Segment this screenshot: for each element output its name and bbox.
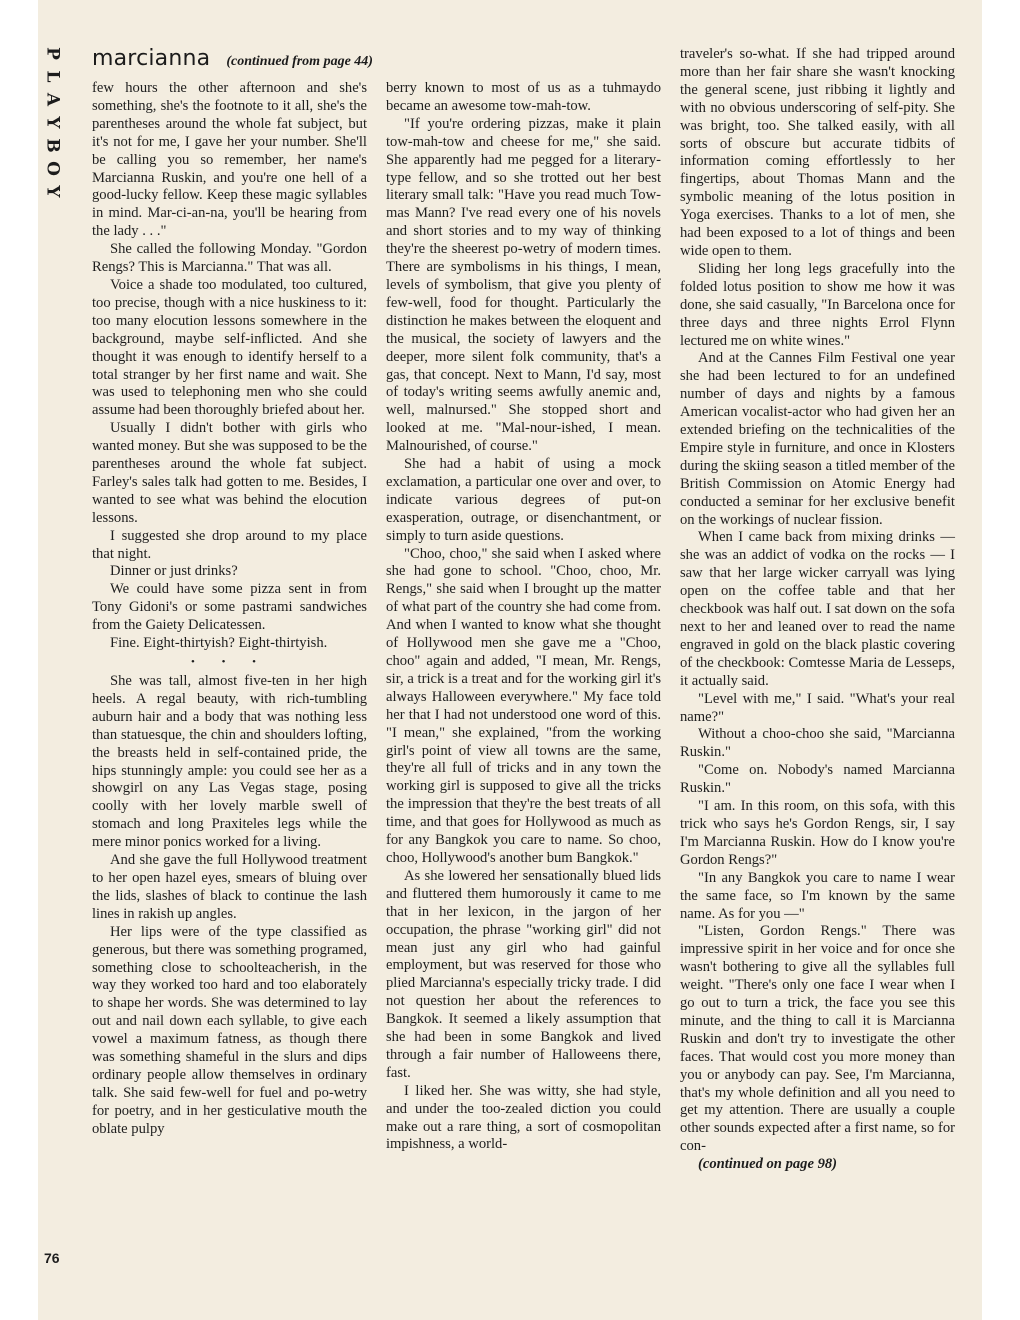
text-column-1 [92, 80, 367, 1139]
paragraph: When I came back from mixing drinks — she was an addict of vodka on the rocks — I saw that her large wicker carryall was lying open on the coffee table and that her checkbook was half out. I sat down on the sofa next to her and leaned over to read the name engraved in gold on the black plastic covering of the checkbook: Comtesse Maria de Lesseps, it actually said. [680, 529, 955, 689]
paragraph: "Come on. Nobody's named Marcianna Ruskin." [680, 762, 955, 797]
paragraph: few hours the other afternoon and she's something, she's the footnote to it all, she's the parentheses around the whole fat subject, but it's not for me, I gave her your number. She'll be calling you so remember, her name's Marcianna Ruskin, and you're one hell of a good-lucky fellow. Keep these magic syllables in mind. Mar-ci-an-na, you'll be hearing from the lady . . ." [92, 80, 367, 240]
article-kicker: marcianna [92, 46, 211, 71]
paragraph: "Listen, Gordon Rengs." There was impressive spirit in her voice and for once she wasn't bothering to give all the syllables full weight. "There's only one face I wear when I go out to turn a trick, the face you see this minute, and the thing to call it is Marcianna Ruskin and don't try to investigate the other faces. That would cost you more money than you or anybody can pay. See, I'm Marcianna, that's my whole definition and all you need to get my attention. There are usually a couple other sounds expected after a first name, so for con- [680, 923, 955, 1155]
masthead-letter: O [42, 161, 63, 176]
paragraph: Usually I didn't bother with girls who wanted money. But she was supposed to be the parentheses around the whole fat subject. Farley's sales talk had gotten to me. Besides, I wanted to see what was behind the elocution lessons. [92, 420, 367, 526]
paragraph: She called the following Monday. "Gordon Rengs? This is Marcianna." That was all. [92, 241, 367, 276]
magazine-masthead [40, 42, 64, 203]
paragraph: We could have some pizza sent in from Tony Gidoni's or some pastrami sandwiches from the Gaiety Delicatessen. [92, 581, 367, 634]
paragraph: "Level with me," I said. "What's your real name?" [680, 690, 955, 725]
paragraph: She was tall, almost five-ten in her high heels. A regal beauty, with rich-tumbling auburn hair and a body that was nothing less than statuesque, the chin and shoulders lofting, the breasts held in self-contained pride, the hips stunningly ample: you could see her as a showgirl on any Las Vegas stage, posing coolly with her lovely marble swell of stomach and long Praxiteles legs while the mere minor ponics worked for a living. [92, 673, 367, 851]
text-column-2 [386, 80, 661, 1154]
paragraph: Sliding her long legs gracefully into the folded lotus position to show me how it was done, she said casually, "In Barcelona once for three days and three nights Errol Flynn lectured me on white wines." [680, 260, 955, 349]
masthead-letter: A [42, 92, 63, 107]
paragraph: "I am. In this room, on this sofa, with this trick who says he's Gordon Rengs, sir, I say I'm Marcianna Ruskin. How do I know you're Gordon Rengs?" [680, 798, 955, 868]
article-header [92, 46, 373, 70]
paragraph: "Choo, choo," she said when I asked where she had gone to school. "Choo, choo, Mr. Rengs," she said when I brought up the matter of what part of the country she had come from. And when I wanted to know what she thought of Hollywood men she gave me a "Choo, choo" again and added, "I mean, Mr. Rengs, sir, a trick is a treat and for the working girl it's always Halloween everywhere." My face told her that I had not understood one word of this. "I mean," she explained, "from the working girl's point of view all towns are the same, they're all full of tricks and in any town the working girl is supposed to give all the tricks the impression that they're the best treats of all time, and that goes for Hollywood as much as for any Bangkok you care to name. So choo, choo, Hollywood's another bum Bangkok." [386, 545, 661, 866]
continued-from-note: (continued from page 44) [226, 54, 373, 69]
masthead-letter: B [42, 138, 63, 153]
paragraph: traveler's so-what. If she had tripped around more than her fair share she wasn't knocking the general scene, just ribbing it lightly and with no obvious underscoring of self-pity. She was bright, too. She talked easily, with all sorts of obscure but accurate tidbits of information coming effortlessly to her fingertips, about Thomas Mann and the symbolic meaning of the lotus position in Yoga exercises. Thanks to a lot of men, she had been exposed to a lot of things and been wide open to them. [680, 46, 955, 259]
masthead-letter: Y [42, 185, 63, 198]
masthead-letter: P [42, 47, 63, 60]
section-break-dots: • • • [190, 656, 269, 668]
masthead-letter: L [42, 70, 63, 83]
paragraph: And at the Cannes Film Festival one year she had been lectured to for an undefined number of days and nights by a famous American vocalist-actor who had given her an extended briefing on the technicalities of the Empire style in furniture, and once in Klosters during the skiing season a titled member of the British Commission on Atomic Energy had conducted a seminar for her exclusive benefit on the workings of nuclear fission. [680, 350, 955, 528]
masthead-letter: Y [42, 116, 63, 129]
page-margin [0, 0, 38, 1320]
paragraph: And she gave the full Hollywood treatment to her open hazel eyes, smears of bluing over the lids, slashes of black to continue the lash lines in rakish up angles. [92, 852, 367, 922]
paragraph: Voice a shade too modulated, too cultured, too precise, though with a nice huskiness to it: too many elocution lessons somewhere in the background, maybe self-inflicted. And she thought it was enough to identify herself to a total stranger by her first name and wait. She was used to telephoning men who she could assume had been thoroughly briefed about her. [92, 276, 367, 419]
paragraph: Her lips were of the type classified as generous, but there was something programed, something close to schoolteacherish, in the way they worked too hard and too elaborately to shape her words. She was determined to lay out and nail down each syllable, to give each vowel a maximum fatness, as though there was something shameful in the slurs and dips ordinary people allow themselves in ordinary talk. She said few-well for fuel and po-wetry for poetry, and in her gesticulative mouth the oblate pulpy [92, 923, 367, 1137]
paragraph: I suggested she drop around to my place that night. [92, 527, 367, 562]
text-column-3 [680, 46, 955, 1174]
paragraph: As she lowered her sensationally blued lids and fluttered them humorously it came to me that in her lexicon, in the jargon of her occupation, the phrase "working girl" did not mean just any girl who had gainful employment, but was reserved for those who plied Marcianna's especially tricky trade. I did not question her about the references to Bangkok. It seemed a likely assumption that she had been in some Bangkok and lived through a fair number of Halloweens there, fast. [386, 867, 661, 1081]
paragraph: "In any Bangkok you care to name I wear the same face, so I'm known by the same name. As for you —" [680, 869, 955, 922]
continued-on-note: (continued on page 98) [698, 1156, 838, 1173]
paragraph: "If you're ordering pizzas, make it plain tow-mah-tow and cheese for me," she said. She apparently had me pegged for a literary-type fellow, and so she trotted out her best literary small talk: "Have you read much Tow-mas Mann? I've read every one of his novels and short stories and to my way of thinking they're the sheerest po-wetry of modern times. There are symbolisms in his things, I mean, levels of symbolism, that give you plenty of few-well, food for thought. Particularly the distinction he makes between the eloquent and the musical, the society of lawyers and the deeper, more silent folk community, that's a gas, that concept. Next to Mann, I'd say, most of today's writing seems awfully anemic and, well, malnursed." She stopped short and looked at me. "Mal-nour-ished, I mean. Malnourished, of course." [386, 115, 661, 455]
paragraph: Fine. Eight-thirtyish? Eight-thirtyish. [110, 635, 328, 652]
paragraph: She had a habit of using a mock exclamation, a particular one over and over, to indicate various degrees of put-on exasperation, outrage, or disenchantment, or simply to turn aside questions. [386, 456, 661, 544]
paragraph: Dinner or just drinks? [110, 563, 238, 580]
paragraph: berry known to most of us as a tuhmaydo became an awesome tow-mah-tow. [386, 80, 661, 114]
paragraph: I liked her. She was witty, she had style, and under the too-zealed diction you could make out a rare thing, a sort of cosmopolitan impishness, a world- [386, 1082, 661, 1153]
paragraph: Without a choo-choo she said, "Marcianna Ruskin." [680, 726, 955, 761]
page-number: 76 [44, 1250, 60, 1266]
